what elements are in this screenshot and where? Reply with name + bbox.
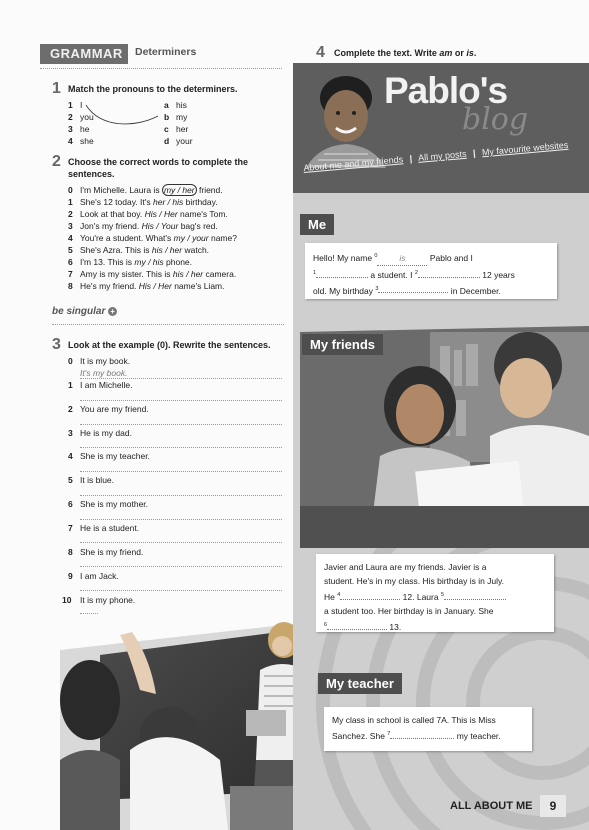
list-item: 3 he [68, 124, 90, 134]
ex2-title: Choose the correct words to complete the sentences. [68, 157, 249, 179]
list-item: 6 I'm 13. This is my / his phone. [68, 257, 193, 267]
ex3-item: 7 He is a student. [68, 523, 140, 533]
ex4-number: 4 [316, 44, 325, 61]
nav-link-about[interactable]: About me and my friends [303, 154, 404, 173]
tag-my-friends: My friends [302, 334, 383, 355]
answer-line[interactable] [80, 470, 282, 472]
section-divider [40, 68, 282, 69]
nav-link-posts[interactable]: All my posts [417, 148, 467, 163]
blog-nav: About me and my friends | All my posts | My favourite websites [303, 139, 569, 173]
list-item: 2 Look at that boy. His / Her name's Tom. [68, 209, 228, 219]
ex3-item: 8 She is my friend. [68, 547, 144, 557]
list-item: d your [164, 136, 193, 146]
list-item: 8 He's my friend. His / Her name's Liam. [68, 281, 225, 291]
ex3-item: 3 He is my dad. [68, 428, 132, 438]
blog-subtitle: blog [462, 102, 529, 137]
friends-text-card: Javier and Laura are my friends. Javier is a student. He's in my class. His birthday is in July. He $^4$ 12. Laura $^5$ a student too. Her birthday is in January. She $^6$ 13. [316, 554, 554, 632]
ex2-list [68, 184, 237, 292]
list-item: 1 I [68, 100, 83, 110]
list-item: 7 Amy is my sister. This is his / her camera. [68, 269, 237, 279]
ex3-item: 5 It is blue. [68, 475, 115, 485]
ex3-item: 1 I am Michelle. [68, 380, 133, 390]
ex3-title: Look at the example (0). Rewrite the sentences. [68, 340, 271, 350]
answer-line[interactable] [80, 518, 282, 520]
answer-line[interactable] [80, 589, 282, 591]
list-item: 4 she [68, 136, 94, 146]
answer-line[interactable] [80, 541, 282, 543]
list-item: 3 Jon's my friend. His / Your bag's red. [68, 221, 218, 231]
plus-circle-icon[interactable]: + [108, 307, 117, 316]
list-item: 5 She's Azra. This is his / her watch. [68, 245, 210, 255]
ex1-title: Match the pronouns to the determiners. [68, 84, 238, 94]
ex4-title: Complete the text. Write am or is. [334, 48, 477, 58]
list-item: 4 You're a student. What's my / your name? [68, 233, 237, 243]
page-number: 9 [540, 795, 566, 817]
ex2-number: 2 [52, 153, 61, 170]
footer-unit: ALL ABOUT ME [450, 800, 533, 812]
grammar-topic: Determiners [135, 46, 197, 58]
teacher-text-card: My class in school is called 7A. This is Miss Sanchez. She $^7$ my teacher. [324, 707, 532, 751]
friends-photo [300, 326, 589, 548]
classroom-photo [60, 610, 328, 830]
ex1-number: 1 [52, 80, 61, 97]
grammar-banner: GRAMMAR [40, 44, 128, 64]
ex3-item: 2 You are my friend. [68, 404, 149, 414]
ex3-item: 10 It is my phone. [62, 595, 136, 605]
answer-line[interactable] [80, 494, 282, 496]
tag-me: Me [300, 214, 334, 235]
ex3-example-answer: It's my book. [80, 368, 128, 378]
pablo-photo [298, 68, 394, 168]
ex3-item: 4 She is my teacher. [68, 451, 150, 461]
section-divider [52, 324, 284, 325]
ex3-item: 0 It is my book. [68, 356, 131, 366]
list-item: 1 She's 12 today. It's her / his birthday. [68, 197, 218, 207]
answer-line[interactable] [80, 446, 282, 448]
nav-link-websites[interactable]: My favourite websites [481, 139, 569, 158]
tag-my-teacher: My teacher [318, 673, 402, 694]
list-item: 2 you [68, 112, 94, 122]
ex3-item: 6 She is my mother. [68, 499, 149, 509]
blog-title: Pablo's [384, 70, 508, 111]
answer-line[interactable] [80, 399, 282, 401]
me-text-card: Hello! My name $^0$ is Pablo and I $^1$ a student. I $^2$ 12 years old. My birthday $^3$ in December. [305, 243, 557, 299]
be-singular-heading: be singular + [52, 306, 117, 317]
list-item: 0 I'm Michelle. Laura is my / her friend. [68, 185, 223, 195]
answer-line[interactable] [80, 565, 282, 567]
ex3-item: 9 I am Jack. [68, 571, 119, 581]
ex3-number: 3 [52, 336, 61, 353]
answer-line[interactable] [80, 423, 282, 425]
list-item: a his [164, 100, 187, 110]
match-line [80, 100, 170, 130]
list-item: c her [164, 124, 189, 134]
list-item: b my [164, 112, 188, 122]
